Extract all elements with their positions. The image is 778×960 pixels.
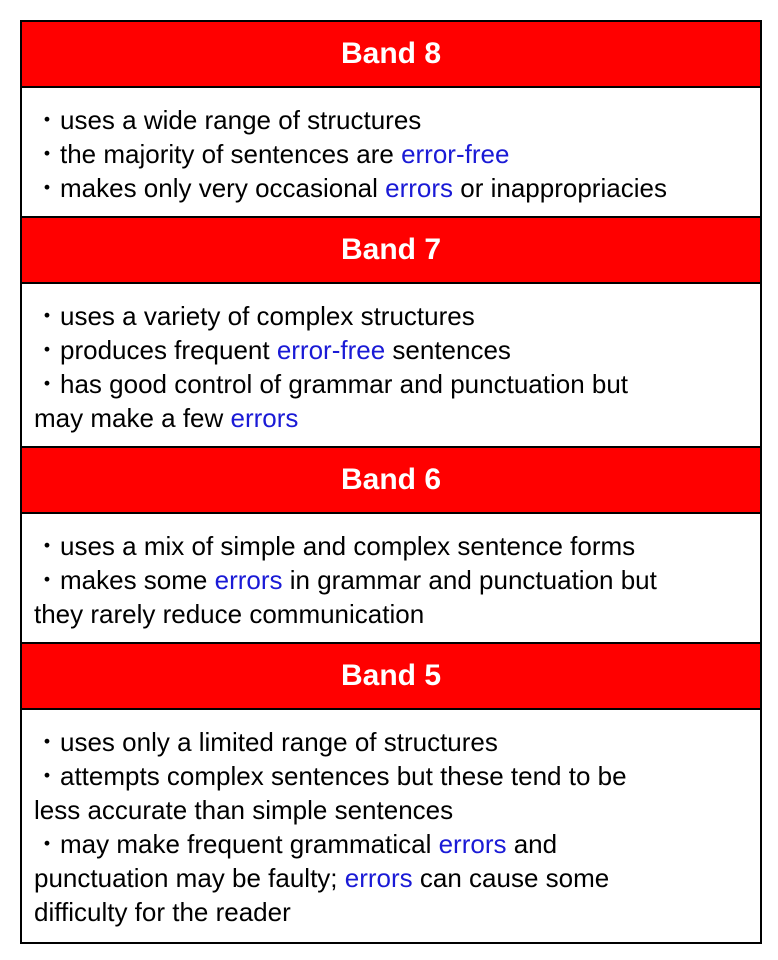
- descriptor-line: [34, 895, 748, 929]
- descriptor-text: ・attempts complex sentences but these tend to be: [34, 761, 627, 791]
- descriptor-text: and: [506, 829, 558, 859]
- band-6-header: [22, 448, 760, 514]
- descriptor-line: [34, 563, 748, 597]
- descriptor-text: ・uses only a limited range of structures: [34, 727, 498, 757]
- descriptor-line: [34, 299, 748, 333]
- descriptor-text: they rarely reduce communication: [34, 599, 425, 629]
- band-6-descriptors: [22, 514, 760, 644]
- descriptor-text: sentences: [385, 335, 511, 365]
- descriptor-text: ・produces frequent: [34, 335, 277, 365]
- band-5-title: Band 5: [340, 659, 442, 692]
- descriptor-text: punctuation may be faulty;: [34, 863, 345, 893]
- band-5-header: [22, 644, 760, 710]
- descriptor-line: [34, 171, 748, 205]
- descriptor-line: [34, 861, 748, 895]
- descriptor-text: ・makes only very occasional: [34, 173, 386, 203]
- descriptor-text: difficulty for the reader: [34, 897, 291, 927]
- descriptor-text: ・makes some: [34, 565, 215, 595]
- descriptor-text: may make a few: [34, 403, 231, 433]
- descriptor-line: [34, 401, 748, 435]
- descriptor-text: ・the majority of sentences are: [34, 139, 402, 169]
- descriptor-text: ・has good control of grammar and punctuation but: [34, 369, 629, 399]
- band-7-descriptors: [22, 284, 760, 448]
- band-5-descriptors: [22, 710, 760, 942]
- descriptor-line: [34, 529, 748, 563]
- highlighted-term: errors: [344, 863, 413, 893]
- descriptor-line: [34, 333, 748, 367]
- band-8-descriptors: [22, 88, 760, 218]
- descriptor-line: [34, 137, 748, 171]
- descriptor-line: [34, 725, 748, 759]
- highlighted-term: errors: [438, 829, 507, 859]
- descriptor-line: [34, 759, 748, 793]
- highlighted-term: errors: [385, 173, 454, 203]
- highlighted-term: error-free: [276, 335, 386, 365]
- descriptor-text: can cause some: [412, 863, 610, 893]
- descriptor-line: [34, 827, 748, 861]
- descriptor-text: or inappropriacies: [453, 173, 667, 203]
- highlighted-term: errors: [214, 565, 283, 595]
- descriptor-text: less accurate than simple sentences: [34, 795, 454, 825]
- descriptor-text: ・uses a variety of complex structures: [34, 301, 475, 331]
- band-6-title: Band 6: [340, 463, 442, 496]
- descriptor-line: [34, 103, 748, 137]
- band-8-header: [22, 22, 760, 88]
- descriptor-text: ・may make frequent grammatical: [34, 829, 439, 859]
- descriptor-line: [34, 597, 748, 631]
- highlighted-term: error-free: [401, 139, 510, 169]
- descriptor-line: [34, 793, 748, 827]
- band-7-title: Band 7: [340, 233, 442, 266]
- band-7-header: [22, 218, 760, 284]
- band-8-title: Band 8: [340, 37, 442, 70]
- descriptor-text: ・uses a wide range of structures: [34, 105, 422, 135]
- highlighted-term: errors: [230, 403, 299, 433]
- descriptor-text: ・uses a mix of simple and complex sentence forms: [34, 531, 636, 561]
- descriptor-text: in grammar and punctuation but: [282, 565, 657, 595]
- descriptor-line: [34, 367, 748, 401]
- band-descriptor-table: [20, 20, 762, 944]
